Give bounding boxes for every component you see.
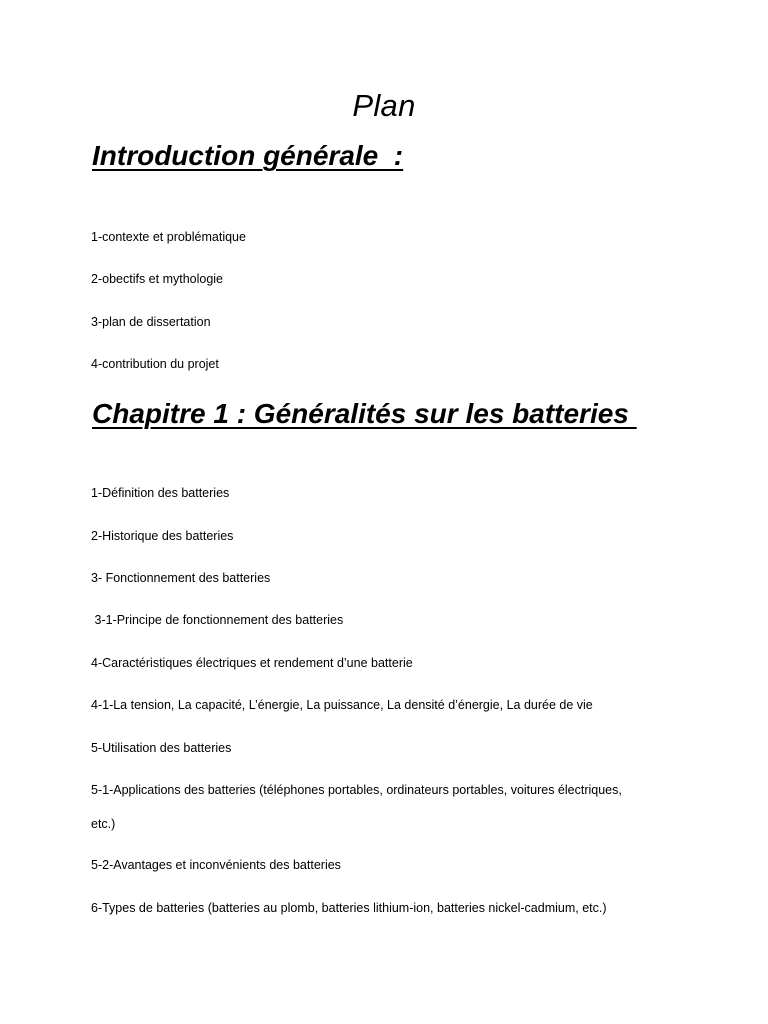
section-heading-chapter-1: Chapitre 1 : Généralités sur les batteries	[92, 398, 637, 429]
list-item: 3-1-Principe de fonctionnement des batteries	[91, 613, 344, 627]
list-item: 2-obectifs et mythologie	[91, 272, 224, 286]
list-item: 4-contribution du projet	[91, 357, 219, 371]
list-item: 4-Caractéristiques électriques et rendement d’une batterie	[91, 656, 413, 670]
list-item: 6-Types de batteries (batteries au plomb, batteries lithium-ion, batteries nickel-cadmium, etc.)	[91, 901, 607, 915]
list-item: 3- Fonctionnement des batteries	[91, 571, 271, 585]
document-title: Plan	[352, 88, 416, 123]
list-item: 4-1-La tension, La capacité, L’énergie, La puissance, La densité d’énergie, La durée de vie	[91, 698, 593, 712]
list-item: 5-1-Applications des batteries (téléphones portables, ordinateurs portables, voitures électriques,	[91, 783, 622, 797]
list-item: 2-Historique des batteries	[91, 529, 234, 543]
list-item: 1-contexte et problématique	[91, 230, 246, 244]
list-item-continuation: etc.)	[91, 817, 116, 831]
list-item: 5-2-Avantages et inconvénients des batteries	[91, 858, 341, 872]
section-heading-introduction: Introduction générale :	[92, 140, 404, 171]
list-item: 5-Utilisation des batteries	[91, 741, 232, 755]
list-item: 3-plan de dissertation	[91, 315, 211, 329]
list-item: 1-Définition des batteries	[91, 486, 230, 500]
